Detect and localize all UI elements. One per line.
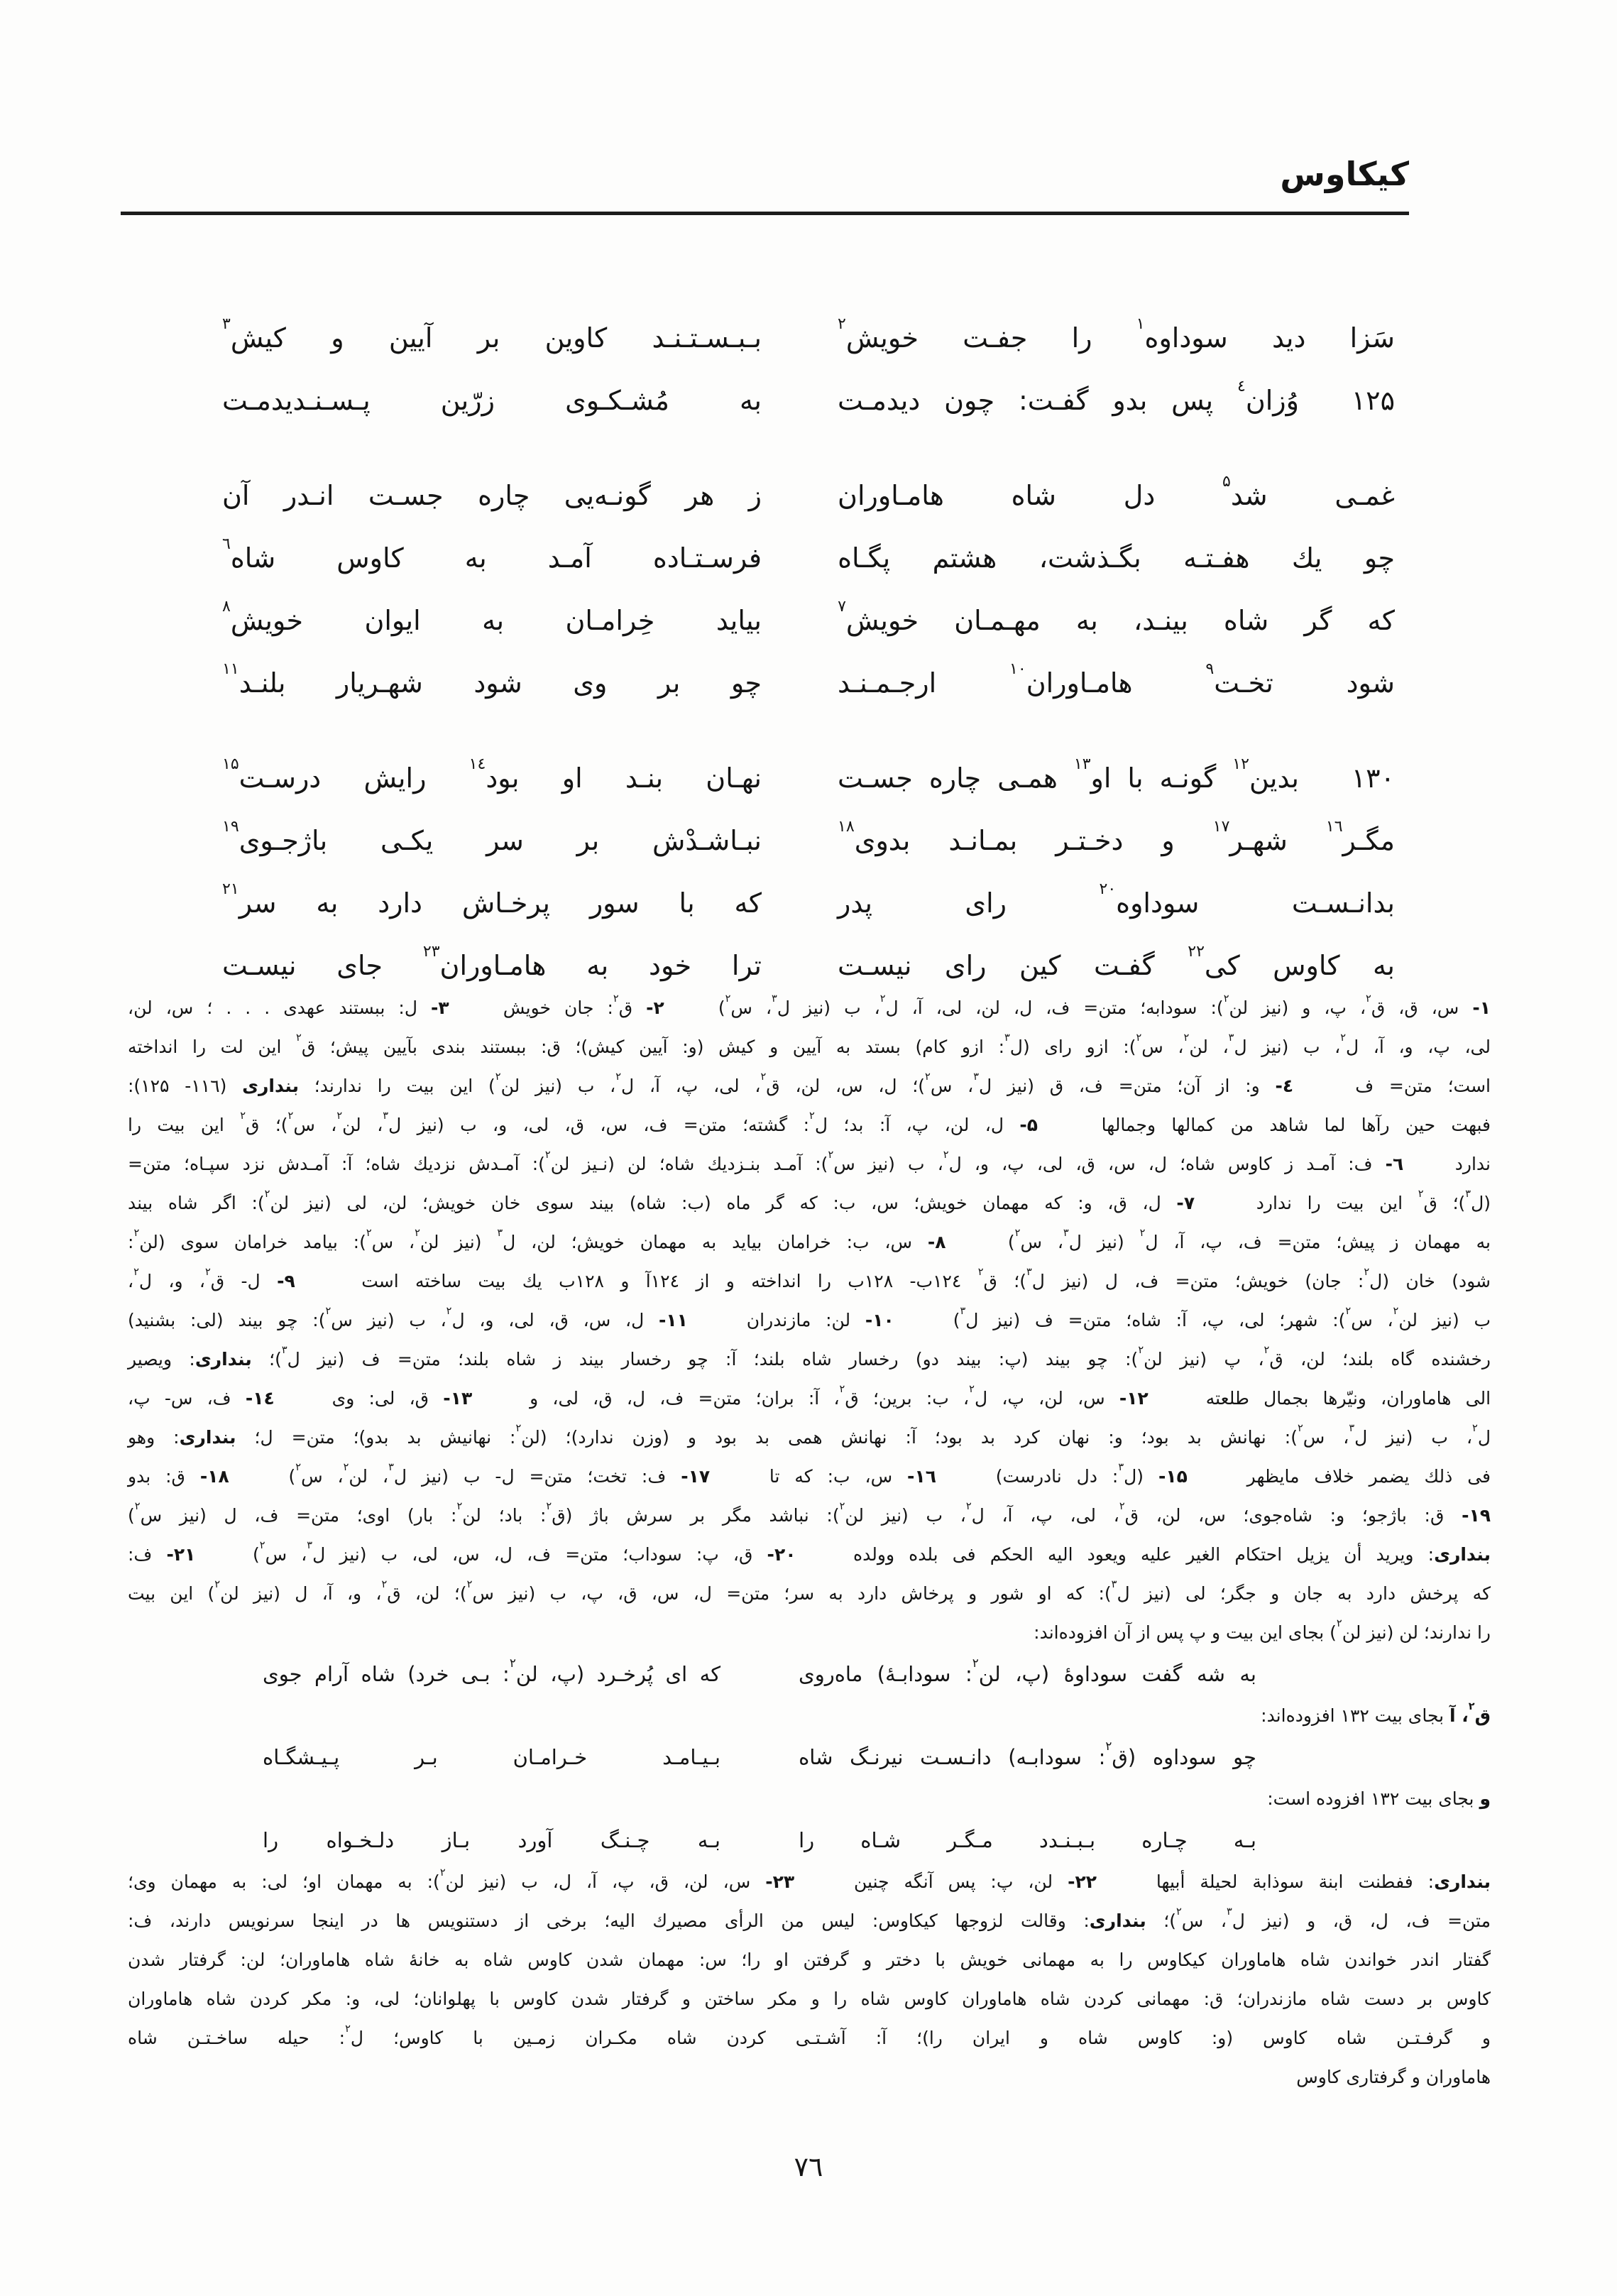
poem-word: ز — [748, 480, 762, 511]
quote-hemistich-left — [263, 1652, 720, 1696]
quote-word: ماه‌روی — [799, 1662, 863, 1686]
poem-word: جسـت — [368, 480, 444, 511]
apparatus-line: کاوس بر دست شاه مازندران؛ ق: مهمانی کردن شاه هاماوران کاوس شاه را و مکر ساختن و گرفتار شدن کاوس با پهلوانان؛ لی، و: مکر کردن شاه هاماوران — [128, 1989, 1491, 2009]
poem-word: تخـت$^٩$ — [1205, 660, 1273, 699]
poem-couplet — [222, 652, 1395, 714]
poem-word: زرّین — [440, 385, 495, 416]
poem-word: هامـاوران$^{١٠}$ — [1009, 660, 1133, 699]
hemistich-right — [838, 473, 1395, 511]
quote-word: به — [1239, 1662, 1256, 1686]
poem-word: به — [1075, 605, 1098, 636]
quote-word: چـاره — [1141, 1828, 1188, 1852]
hemistich-right — [838, 943, 1395, 981]
apparatus-line: که پرخش دارد به جان و جگر؛ لی (نیز ل$^٣$): که او شور و پرخاش دارد به سر؛ متن= ل، س، ق، پ، ب (نیز س$^٢$)؛ لن، ق$^٢$، و، آ، ل (نیز لن$^٢$) این بیت — [128, 1578, 1491, 1604]
quote-hemistich-left — [263, 1818, 720, 1862]
poem-word: کیش$^٣$ — [222, 315, 286, 354]
quote-word: پـیـشگـاه — [263, 1745, 340, 1769]
poem-word: چاره — [478, 480, 530, 511]
quote-hemistich-right — [799, 1735, 1256, 1779]
poem-couplet — [222, 747, 1395, 809]
poem-word: بمـانـد — [948, 825, 1018, 856]
poem-word: شود — [473, 667, 522, 699]
poem-word: درسـت$^{١۵}$ — [222, 755, 322, 794]
poem-word: به — [482, 605, 505, 636]
poem-word: بر — [477, 322, 500, 354]
poem-word: ترا — [731, 950, 762, 981]
poem-word: مگـر$^{١٦}$ — [1325, 818, 1395, 856]
poem-word: با — [679, 887, 695, 919]
apparatus-quote-couplet — [263, 1735, 1256, 1779]
poem-word: خویش$^٧$ — [838, 598, 919, 636]
hemistich-right — [838, 880, 1395, 919]
hemistich-right — [838, 660, 1395, 699]
apparatus-line: ١٩- ق: باژجو؛ و: شاه‌جوی؛ س، لن، ق$^٢$، لی، پ، آ، ل$^٢$، ب (نیز لن$^٢$): نباشد مگر بر سرش باژ (ق$^٢$: باد؛ لن$^٢$: بار) اوی؛ متن= ف، ل (نیز س$^٢$) — [128, 1500, 1491, 1526]
quote-word: پُرخـرد — [596, 1662, 654, 1686]
poem-word: شاه — [1011, 480, 1056, 511]
poem-word: بـبـسـتـنـد — [652, 322, 762, 354]
footnote-ref: ٢١ — [222, 880, 239, 899]
apparatus-line: فبهت حین رآها لما شاهد من کمالها وجمالها ۵- ل، لن، پ، آ: بد؛ ل$^٢$: گشته؛ متن= ف، س، ق، لی، و، ب (نیز ل$^٣$، لن$^٢$، س$^٢$)؛ ق$^٢$ این بیت را — [128, 1110, 1491, 1135]
poem-word: کین — [1019, 950, 1061, 981]
quote-word: بـه — [697, 1828, 720, 1852]
quote-hemistich-right — [799, 1652, 1256, 1696]
quote-word: شاه — [361, 1662, 395, 1686]
poem-word: پس — [1171, 385, 1214, 416]
quote-word: بـاز — [442, 1828, 471, 1852]
poem-word: هر — [685, 480, 715, 511]
poem-word: او — [561, 762, 583, 794]
poem-word: نیسـت — [222, 950, 297, 981]
apparatus-line: به مهمان ز پیش؛ متن= ف، پ، آ، ل$^٢$ (نیز ل$^٣$، س$^٢$) ٨- س، ب: خرامان بیاید به مهمان خویش؛ لن، ل$^٣$ (نیز لن$^٢$، س$^٢$): بیامد خرامان سوی (لن$^٢$: — [128, 1227, 1491, 1252]
poem-word: شاه$^٦$ — [222, 535, 276, 574]
poem-word: سوداوه$^{٢٠}$ — [1099, 880, 1200, 919]
poem-word: هشتم — [932, 542, 997, 574]
poem-word: شاه — [1223, 605, 1269, 636]
poem-word: انـدر — [283, 480, 334, 511]
quote-word: (ق$^٢$: — [1098, 1739, 1136, 1769]
quote-word: نیرنـگ — [850, 1745, 904, 1769]
quote-word: خرد) — [407, 1662, 449, 1686]
poem-word: سور — [589, 887, 640, 919]
footnote-ref: ١٠ — [1009, 660, 1026, 679]
poem-word: شهـر$^{١٧}$ — [1212, 818, 1288, 856]
quote-word: سوداوه — [1152, 1745, 1217, 1769]
poem-word: آن — [222, 480, 250, 511]
hemistich-left — [222, 480, 762, 511]
poem-word: پدر — [838, 887, 872, 919]
footnote-ref: ١٩ — [222, 818, 239, 836]
footnote-ref: ١٣ — [1073, 755, 1091, 774]
page-number: ٧٦ — [794, 2151, 823, 2182]
poem-word: رایش — [363, 762, 427, 794]
poem-word: یکـی — [380, 825, 434, 856]
footnote-ref: ٨ — [222, 598, 231, 616]
chapter-header-title: کیکاوس — [1280, 155, 1409, 193]
quote-word: ای — [665, 1662, 688, 1686]
apparatus-line: شود) خان (ل$^٢$: جان) خویش؛ متن= ف، ل (نیز ل$^٣$)؛ ق$^٢$ ١٢٤ب- ١٢٨ب را انداخته و از ١٢٤آ و ١٢٨ب یك بیت ساخته است ٩- ل- ق$^٢$، و، ل$^٢$، — [128, 1266, 1491, 1291]
apparatus-line: را ندارند؛ لن (نیز لن$^٢$) بجای این بیت و پ پس از آن افزوده‌اند: — [1034, 1617, 1491, 1643]
footnote-ref: ١ — [1136, 315, 1145, 334]
apparatus-line: است؛ متن= ف ٤- و: از آن؛ متن= ف، ق (نیز ل$^٣$، س$^٢$)؛ ل، س، لن، ق$^٢$، لی، پ، آ، ل$^٢$، ب (نیز لن$^٢$) این بیت را ندارند؛ بنداری (١١٦- ١٢۵): — [128, 1071, 1491, 1096]
poem-word: خود — [649, 950, 692, 981]
poem-word: هفـتـه — [1183, 542, 1250, 574]
hemistich-right — [838, 818, 1395, 856]
poem-word: بود$^{١٤}$ — [468, 755, 520, 794]
poem-word: نیسـت — [838, 950, 912, 981]
hemistich-right — [838, 378, 1299, 416]
hemistich-left — [222, 385, 762, 416]
apparatus-line: و بجای بیت ١٣٢ افزوده است: — [1267, 1788, 1491, 1809]
poem-word: ارجـمـنـد — [838, 667, 937, 699]
poem-word: او$^{١٣}$ — [1073, 755, 1112, 794]
poem-word: به — [1373, 950, 1395, 981]
footnote-ref: ١٨ — [838, 818, 855, 836]
poem-word: دارد — [378, 887, 422, 919]
poem-word: خویش$^٢$ — [838, 315, 919, 354]
poem-word: به — [464, 542, 487, 574]
hemistich-left — [222, 943, 762, 981]
hemistich-left — [222, 598, 762, 636]
apparatus-line: لی، پ، و، آ، ل$^٢$، ب (نیز ل$^٣$، لن$^٢$، س$^٢$): ازو رای (ل$^٣$: ازو کام) بستد به آیین و کیش (و: آیین کیش)؛ ق: ببستند بندی بآیین پیش؛ ق$^٢$ این لت را انداخته — [128, 1032, 1491, 1057]
footnote-ref: ٣ — [222, 315, 231, 334]
footnote-ref: ٢٢ — [1188, 943, 1205, 961]
poem-word: بنـد — [625, 762, 664, 794]
poem-word: گفـت — [1093, 950, 1155, 981]
footnote-ref: ٧ — [838, 598, 846, 616]
footnote-ref: ١٤ — [468, 755, 486, 774]
poem-word: به — [586, 950, 609, 981]
quote-word: لن$^٢$: — [965, 1656, 1001, 1686]
quote-word: شاه — [799, 1745, 833, 1769]
quote-word: سودابـهٔ) — [877, 1662, 951, 1686]
quote-word: لن$^٢$: — [503, 1656, 538, 1686]
poem-word: که — [1367, 605, 1395, 636]
poem-word: یك — [1291, 542, 1322, 574]
critical-apparatus — [128, 988, 1491, 2097]
apparatus-line: و گرفـتـن شاه کاوس (و: کاوس شاه و ایران را)؛ آ: آشـتـی کردن شاه مکـران زمـین با کاوس؛ ل$^٢$: حیله ساخـتـن شاه — [128, 2023, 1491, 2048]
hemistich-right — [838, 755, 1299, 794]
verse-number: ١٢۵ — [1351, 385, 1395, 416]
poem-word: هامـاوران$^{٢٣}$ — [422, 943, 547, 981]
quote-word: شـاه — [860, 1828, 901, 1852]
poem-word: بدو — [1112, 385, 1148, 416]
footnote-ref: ٦ — [222, 535, 231, 554]
poem-word: بدانـسـت — [1291, 887, 1395, 919]
apparatus-line: متن= ف، ل، ق، و (نیز ل$^٣$، س$^٢$)؛ بنداری: وقالت لزوجها کیکاوس: لیس من الرأی مصیرك الیه؛ برخی از دستنویس ها در اینجا سرنویس دارند، ف: — [128, 1906, 1491, 1931]
quote-word: بـر — [415, 1745, 438, 1769]
quote-word: چو — [1233, 1745, 1256, 1769]
poem-word: شود — [1346, 667, 1395, 699]
poem-word: که — [734, 887, 762, 919]
footnote-ref: ١٦ — [1325, 818, 1343, 836]
poem-couplet — [222, 464, 1395, 527]
poem-word: فرسـتـاده — [652, 542, 762, 574]
poem-word: گونـه‌یی — [564, 480, 651, 511]
quote-word: بـبـنـدد — [1038, 1828, 1096, 1852]
poem-word: آیین — [388, 322, 433, 354]
poem-word: شهـریار — [336, 667, 423, 699]
poem-word: پرخـاش — [461, 887, 550, 919]
poem-word: بدین$^{١٢}$ — [1232, 755, 1299, 794]
poem-word: همـی — [997, 762, 1058, 794]
quote-word: مـگـر — [947, 1828, 993, 1852]
poem-word: مهـمـان — [954, 605, 1041, 636]
hemistich-right — [838, 542, 1395, 574]
poem-word: نهـان — [706, 762, 762, 794]
quote-word: دلـخـواه — [326, 1828, 395, 1852]
poem-word: چو — [1364, 542, 1395, 574]
poem-word: با — [1127, 762, 1144, 794]
footnote-ref: ١۵ — [222, 755, 239, 774]
quote-word: آورد — [517, 1828, 553, 1852]
quote-word: جوی — [263, 1662, 302, 1686]
apparatus-line: فی ذلك یضمر خلاف مایظهر ١۵- (ل$^٣$: دل نادرست) ١٦- س، ب: که تا ١٧- ف: تخت؛ متن= ل- ب (نیز ل$^٣$، لن$^٢$، س$^٢$) ١٨- ق: بدو — [128, 1461, 1491, 1487]
poem-word: آمـد — [547, 542, 592, 574]
poem-word: خِرامـان — [565, 605, 655, 636]
quote-word: (پ، — [1015, 1662, 1050, 1686]
hemistich-right — [838, 598, 1395, 636]
quote-hemistich-left — [263, 1735, 720, 1779]
poem-word: مُشـکـوی — [565, 385, 669, 416]
poem-columns — [222, 307, 1395, 997]
quote-hemistich-right — [799, 1818, 1256, 1862]
poem-word: وُزان$^٤$ — [1237, 378, 1299, 416]
quote-word: بـیـامـد — [662, 1745, 720, 1769]
poem-couplet — [222, 589, 1395, 652]
poem-word: جفـت — [963, 322, 1028, 354]
poem-couplet — [222, 307, 1395, 369]
verse-number: ١٣٠ — [1351, 762, 1395, 794]
poem-word: دیدمـت — [838, 385, 921, 416]
hemistich-left — [222, 660, 762, 699]
quote-word: که — [699, 1662, 720, 1686]
apparatus-line: ١- س، ق، ق$^٢$، پ، و (نیز لن$^٢$): سودابه؛ متن= ف، ل، لن، لی، آ، ل$^٢$، ب (نیز ل$^٣$، س$^٢$) ٢- ق$^٢$: جان خویش ٣- ل: ببستند عهدی . . . ؛ س، لن، — [128, 993, 1491, 1018]
poem-word: سر — [486, 825, 524, 856]
poem-word: چو — [730, 667, 762, 699]
poem-word: بر — [576, 825, 600, 856]
quote-word: چـنـگ — [600, 1828, 650, 1852]
footnote-ref: ٢٣ — [422, 943, 440, 961]
footnote-ref: ۵ — [1222, 473, 1231, 491]
poem-couplet — [222, 527, 1395, 589]
poem-couplet — [222, 809, 1395, 872]
footnote-ref: ٤ — [1237, 378, 1246, 396]
apparatus-line: ق$^٢$، آ بجای بیت ١٣٢ افزوده‌اند: — [1261, 1700, 1491, 1726]
poem-word: جای — [336, 950, 383, 981]
poem-word: پـسـنـدیدمـت — [222, 385, 371, 416]
footnote-ref: ١١ — [222, 660, 239, 679]
quote-word: سوداوهٔ — [1063, 1662, 1128, 1686]
poem-word: به — [316, 887, 339, 919]
apparatus-line: (ل$^٣$)؛ ق$^٢$ این بیت را ندارد ٧- ل، ق، و: که مهمان خویش؛ س، ب: که گر ماه (ب: شاه) بیند سوی خان خویش؛ لن، لی (نیز لن$^٢$): اگر شاه بیند — [128, 1188, 1491, 1213]
hemistich-left — [222, 315, 762, 354]
poem-word: کاوس — [1273, 950, 1340, 981]
apparatus-line: الی هاماوران، ونیّرها بجمال طلعته ١٢- س، لن، پ، ل$^٢$، ب: برین؛ ق$^٢$، آ: بران؛ متن= ف، ل، ق، لی، و ١٣- ق، لی: وی ١٤- ف، س- پ، — [128, 1383, 1491, 1409]
poem-word: دید — [1271, 322, 1306, 354]
poem-word: گونـه — [1159, 762, 1217, 794]
poem-word: سر$^{٢١}$ — [222, 880, 277, 919]
quote-word: بـی — [461, 1662, 490, 1686]
poem-word: نبـاشـدْش — [652, 825, 762, 856]
poem-couplet — [222, 934, 1395, 997]
hemistich-left — [222, 755, 762, 794]
poem-word: بگـذشت، — [1038, 542, 1141, 574]
poem-word: هامـاوران — [838, 480, 944, 511]
poem-word: جسـت — [838, 762, 913, 794]
poem-word: سوداوه$^١$ — [1136, 315, 1228, 354]
poem-word: ایوان — [364, 605, 421, 636]
quote-word: (پ، — [550, 1662, 585, 1686]
poem-word: بلنـد$^{١١}$ — [222, 660, 286, 699]
poem-word: را — [1071, 322, 1092, 354]
footnote-ref: ٢٠ — [1099, 880, 1117, 899]
poem-word: غمـی — [1334, 480, 1395, 511]
quote-word: گفت — [1141, 1662, 1183, 1686]
quote-word: دانـسـت — [920, 1745, 992, 1769]
poem-word: رای — [965, 887, 1007, 919]
poem-word: بینـد، — [1133, 605, 1188, 636]
apparatus-line: گفتار اندر خواندن شاه هاماوران کیکاوس را به مهمانی خویش با دختر و گرفتن او را؛ س: مهمان شدن کاوس شاه به خانهٔ شاه هاماوران؛ لن: گرفتار شدن — [128, 1950, 1491, 1970]
poem-word: کی$^{٢٢}$ — [1188, 943, 1240, 981]
header-rule — [121, 212, 1409, 215]
poem-word: و — [1161, 825, 1175, 856]
apparatus-line: ل$^٢$، ب (نیز ل$^٣$، س$^٢$): نهانش بد بود؛ و: نهان کرد بد بود؛ آ: نهانش همی بد بود و (وزن ندارد)؛ (لن$^٢$: نهانیش بد بدو)؛ متن= ل؛ بنداری: وهو — [128, 1422, 1491, 1448]
poem-word: وی — [573, 667, 608, 699]
poem-word: دخـتـر — [1056, 825, 1124, 856]
quote-word: خـرامـان — [512, 1745, 588, 1769]
footnote-ref: ١٢ — [1232, 755, 1249, 774]
hemistich-left — [222, 880, 762, 919]
quote-word: بـه — [1233, 1828, 1256, 1852]
apparatus-line: بنداری: ففطنت ابنة سوذابة لحیلة أبیها ٢٢- لن، پ: پس آنگه چنین ٢٣- س، لن، ق، پ، آ، ل، ب (نیز لن$^٢$): به مهمان او؛ لی: به مهمان وی؛ — [128, 1866, 1491, 1892]
poem-word: به — [740, 385, 762, 416]
footnote-ref: ٩ — [1205, 660, 1215, 679]
poem-couplet — [222, 872, 1395, 934]
hemistich-left — [222, 818, 762, 856]
apparatus-line: ب (نیز لن$^٢$، س$^٢$): شهر؛ لی، پ، آ: شاه؛ متن= ف (نیز ل$^٣$) ١٠- لن: مازندران ١١- ل، س، ق، لی، و، ل$^٢$، ب (نیز س$^٢$): چو بیند (لی: بشنید) — [128, 1305, 1491, 1330]
apparatus-quote-couplet — [263, 1652, 1256, 1696]
apparatus-line: ندارد ٦- ف: آمـد ز کاوس شاه؛ ل، س، ق، لی، پ، و، ل$^٢$، ب (نیز س$^٢$): آمـد بنـزدیك شاه؛ لن (نـیز لن$^٢$): آمـدش نزدیك شاه؛ آ: آمـدش نزد سپـاه؛ متن= — [128, 1149, 1491, 1174]
poem-word: بر — [657, 667, 681, 699]
poem-word: بدوی$^{١٨}$ — [838, 818, 911, 856]
poem-word: کاوس — [336, 542, 404, 574]
apparatus-line: بنداری: ویرید أن یزیل احتکام الغیر علیه ویعود الیه الحکم فی بلده وولده ٢٠- ق، پ: سوداب؛ متن= ف، ل، س، لی، ب (نیز ل$^٣$، س$^٢$) ٢١- ف: — [128, 1539, 1491, 1565]
poem-word: خویش$^٨$ — [222, 598, 304, 636]
poem-word: و — [331, 322, 344, 354]
poem-word: چاره — [928, 762, 982, 794]
quote-word: سودابـه) — [1008, 1745, 1082, 1769]
poem-word: بیاید — [716, 605, 762, 636]
apparatus-quote-couplet — [263, 1818, 1256, 1862]
hemistich-right — [838, 315, 1395, 354]
poem-word: گر — [1304, 605, 1332, 636]
poem-word: باژجـوی$^{١٩}$ — [222, 818, 328, 856]
poem-word: دل — [1123, 480, 1156, 511]
poem-word: رای — [944, 950, 987, 981]
quote-word: را — [799, 1828, 815, 1852]
poem-couplet — [222, 369, 1395, 432]
quote-word: آرام — [314, 1662, 349, 1686]
quote-word: شه — [1197, 1662, 1225, 1686]
apparatus-line: هاماوران و گرفتاری کاوس — [1296, 2067, 1491, 2087]
quote-word: را — [263, 1828, 279, 1852]
poem-word: شد$^۵$ — [1222, 473, 1268, 511]
poem-word: سَزا — [1349, 322, 1395, 354]
footnote-ref: ٢ — [838, 315, 846, 334]
apparatus-line: رخشنده گاه بلند؛ لن، ق$^٢$، پ (نیز لن$^٢$): چو بیند (پ: بیند دو) رخسار شاه بلند؛ آ: چو رخسار بیند ز شاه بلند؛ متن= ف (نیز ل$^٣$)؛ بنداری: ویصیر — [128, 1344, 1491, 1370]
footnote-ref: ١٧ — [1212, 818, 1230, 836]
hemistich-left — [222, 535, 762, 574]
poem-word: چون — [944, 385, 995, 416]
poem-word: کاوین — [544, 322, 608, 354]
poem-word: پگـاه — [838, 542, 891, 574]
poem-word: گفـت: — [1018, 385, 1089, 416]
